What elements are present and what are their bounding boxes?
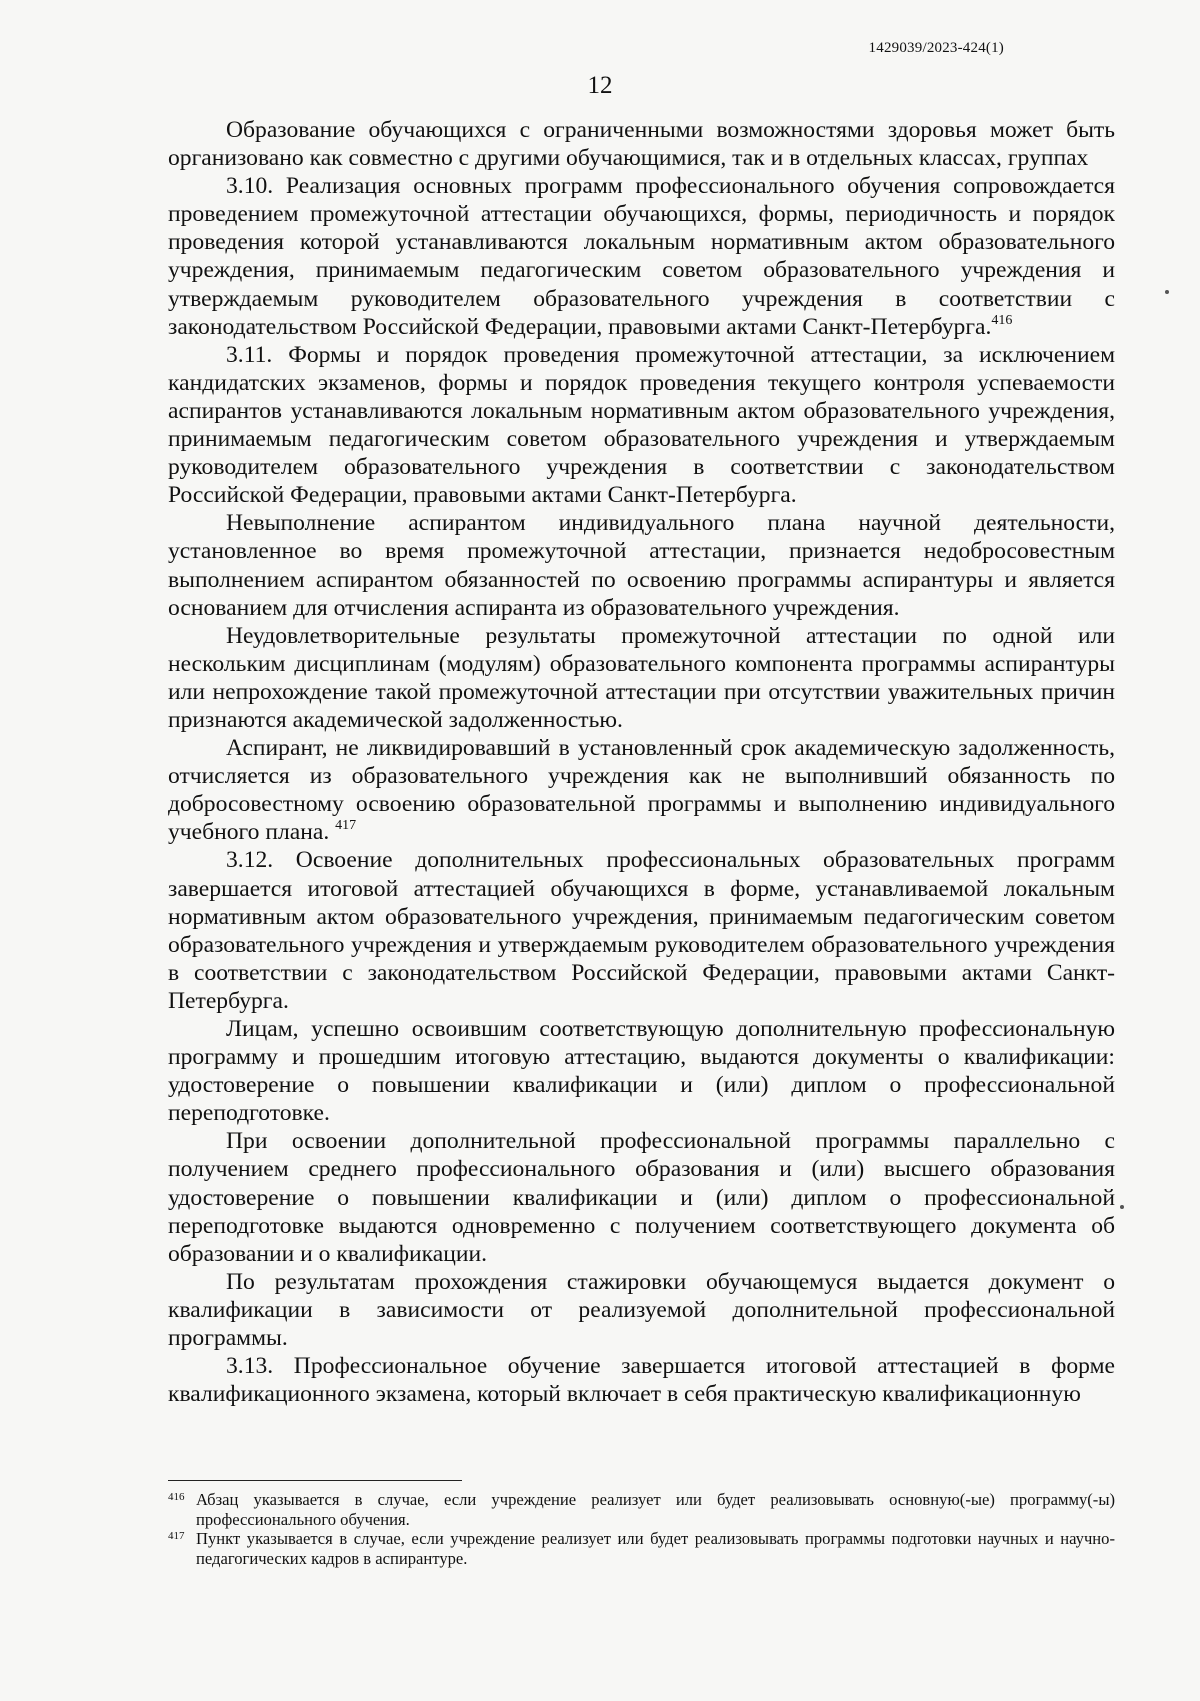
paragraph-3-13: 3.13. Профессиональное обучение завершается итоговой аттестацией в форме квалификационного экзамена, который включает в себя практическую квалификационную — [168, 1353, 1115, 1408]
paragraph-3-11: 3.11. Формы и порядок проведения промежуточной аттестации, за исключением кандидатских экзаменов, формы и порядок проведения текущего контроля успеваемости аспирантов устанавливаются локальным нормативным актом образовательного учреждения, принимаемым педагогическим советом образовательного учреждения и утверждаемым руководителем образовательного учреждения в соответствии с законодательством Российской Федерации, правовыми актами Санкт-Петербурга. — [168, 341, 1115, 509]
footnote-mark: 416 — [168, 1491, 185, 1503]
scan-speck — [1165, 290, 1169, 294]
page-number: 12 — [587, 72, 613, 99]
footnote-separator — [168, 1480, 462, 1481]
footnote-text: Пункт указывается в случае, если учреждение реализует или будет реализовывать программы подготовки научных и научно-педагогических кадров в аспирантуре. — [196, 1529, 1115, 1568]
paragraph-qualification-documents: Лицам, успешно освоившим соответствующую дополнительную профессиональную программу и прошедшим итоговую аттестацию, выдаются документы о квалификации: удостоверение о повышении квалификации и (или) диплом о профессиональной переподготовке. — [168, 1016, 1115, 1127]
footnote-ref-416: 416 — [991, 312, 1013, 328]
document-number: 1429039/2023-424(1) — [868, 40, 1004, 56]
footnote-417 — [168, 1529, 1115, 1568]
paragraph-3-10: 3.10. Реализация основных программ профессионального обучения сопровождается проведением промежуточной аттестации обучающихся, формы, периодичность и порядок проведения которой устанавливаются локальным нормативным актом образовательного учреждения, принимаемым педагогическим советом образовательного учреждения и утверждаемым руководителем образовательного учреждения в соответствии с законодательством Российской Федерации, правовыми актами Санкт-Петербурга.$^{416}$ — [168, 173, 1115, 340]
footnote-ref-417: 417 — [335, 818, 357, 834]
paragraph-internship: По результатам прохождения стажировки обучающемуся выдается документ о квалификации в зависимости от реализуемой дополнительной профессиональной программы. — [168, 1268, 1115, 1352]
paragraph-academic-debt: Аспирант, не ликвидировавший в установленный срок академическую задолженность, отчисляется из образовательного учреждения как не выполнивший обязанность по добросовестному освоению образовательной программы и выполнению индивидуального учебного плана. $^{417}$ — [168, 735, 1115, 846]
footnote-mark: 417 — [168, 1530, 185, 1543]
paragraph-3-12: 3.12. Освоение дополнительных профессиональных образовательных программ завершается итоговой аттестацией обучающихся в форме, устанавливаемой локальным нормативным актом образовательного учреждения, принимаемым педагогическим советом образовательного учреждения и утверждаемым руководителем образовательного учреждения в соответствии с законодательством Российской Федерации, правовыми актами Санкт-Петербурга. — [168, 847, 1115, 1014]
footnote-text: Абзац указывается в случае, если учреждение реализует или будет реализовывать основную(-ые) программу(-ы) профессионального обучения. — [196, 1490, 1115, 1529]
footnote-416 — [168, 1490, 1115, 1529]
paragraph-unsatisfactory-results: Неудовлетворительные результаты промежуточной аттестации по одной или нескольким дисциплинам (модулям) образовательного компонента программы аспирантуры или непрохождение такой промежуточной аттестации при отсутствии уважительных причин признаются академической задолженностью. — [168, 622, 1115, 733]
paragraph-education-disabilities: Образование обучающихся с ограниченными возможностями здоровья может быть организовано как совместно с другими обучающимися, так и в отдельных классах, группах — [168, 117, 1115, 172]
scan-speck — [1120, 1205, 1124, 1209]
paragraph-parallel-study: При освоении дополнительной профессиональной программы параллельно с получением среднего профессионального образования и (или) высшего образования удостоверение о повышении квалификации и (или) диплом о профессиональной переподготовке выдаются одновременно с получением соответствующего документа об образовании и о квалификации. — [168, 1128, 1115, 1267]
footnotes — [168, 1490, 1115, 1568]
document-body — [168, 116, 1115, 1408]
paragraph-plan-failure: Невыполнение аспирантом индивидуального плана научной деятельности, установленное во время промежуточной аттестации, признается недобросовестным выполнением аспирантом обязанностей по освоению программы аспирантуры и является основанием для отчисления аспиранта из образовательного учреждения. — [168, 510, 1115, 621]
